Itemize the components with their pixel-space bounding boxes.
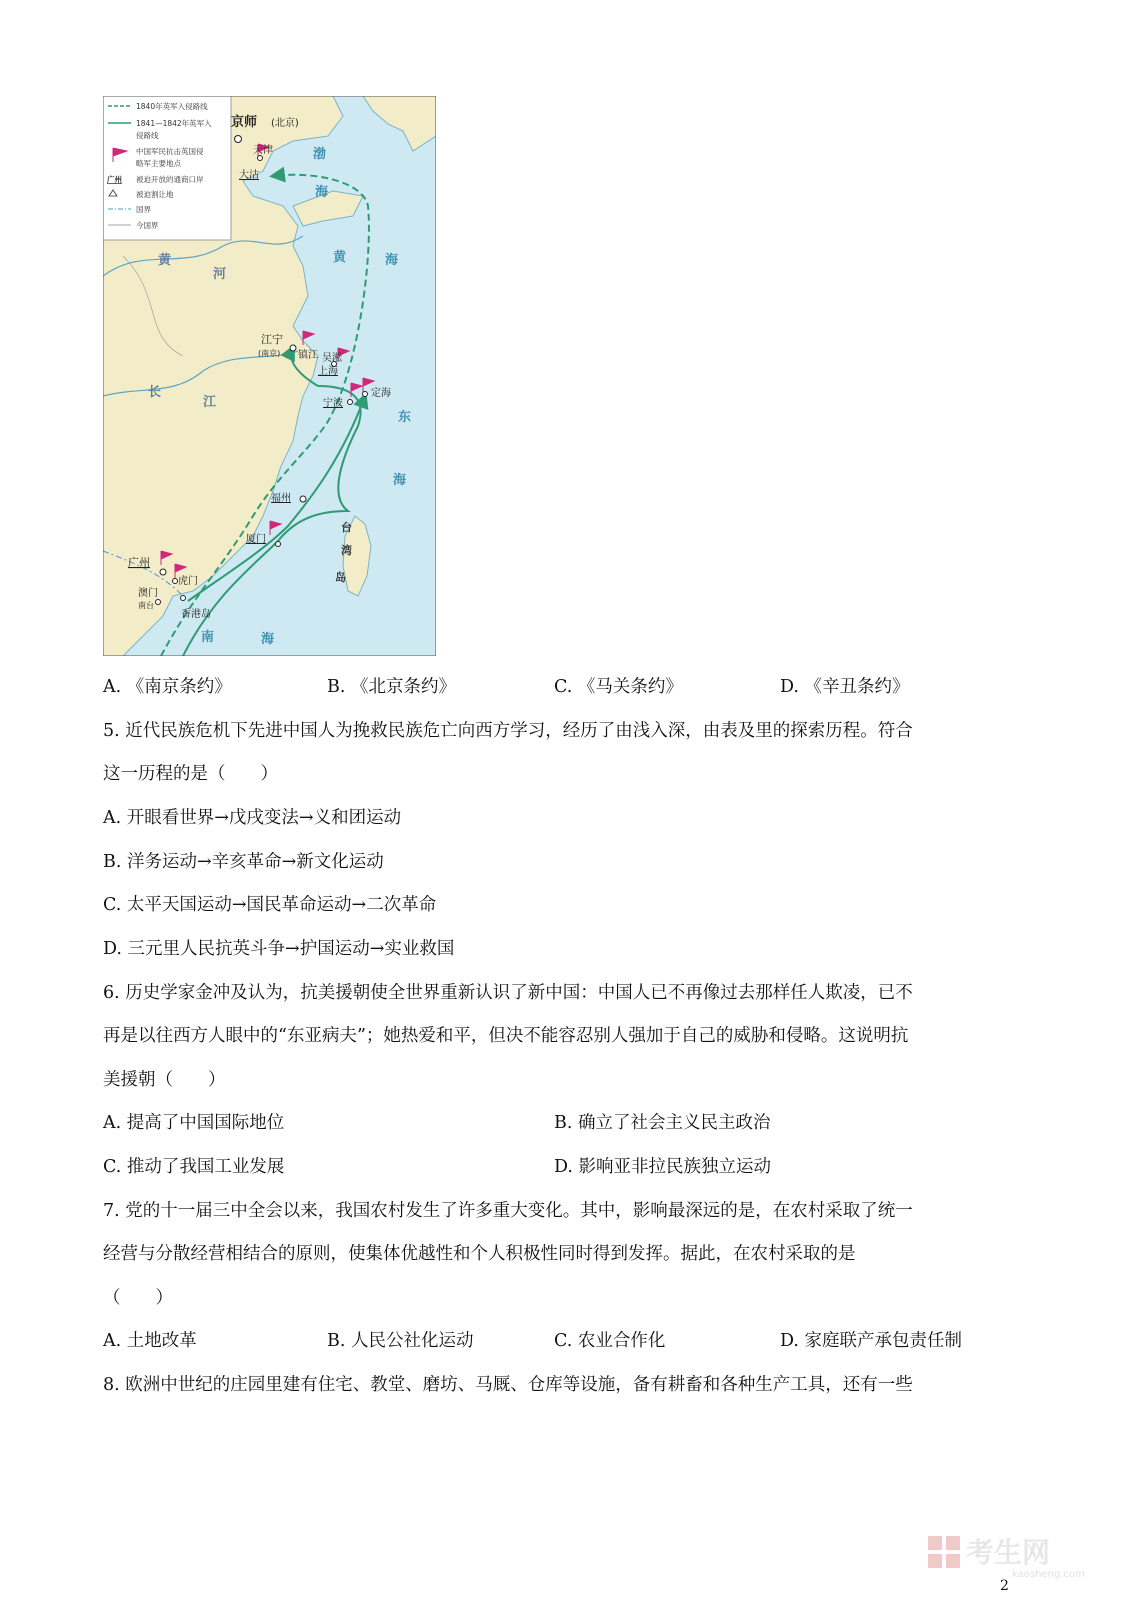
label-bohai-hai: 海 [315, 185, 329, 200]
city-macau: 澳门 [138, 588, 158, 599]
marker-macau [156, 600, 161, 605]
legend-resistance: 中国军民抗击英国侵 [136, 147, 204, 156]
label-donghai-hai: 海 [393, 473, 407, 488]
marker-xiamen [276, 542, 281, 547]
q6-option-a: A. 提高了中国国际地位 [103, 1113, 285, 1133]
q6-stem-line1: 6. 历史学家金冲及认为，抗美援朝使全世界重新认识了新中国：中国人已不再像过去那样任人欺凌，已不 [103, 983, 913, 1003]
marker-dinghai [363, 392, 368, 397]
q7-stem-line3: （ ） [103, 1288, 173, 1308]
legend-1841-route-cont: 侵路线 [136, 131, 159, 140]
q5-option-d: D. 三元里人民抗英斗争→护国运动→实业救国 [103, 939, 455, 959]
label-taiwan-dao: 岛 [335, 571, 346, 584]
city-dinghai: 定海 [371, 388, 391, 399]
legend-port-sample: 广州 [107, 175, 122, 184]
q6-option-b: B. 确立了社会主义民主政治 [554, 1113, 771, 1133]
city-macau-alt: 南台 [138, 601, 154, 610]
marker-jiangning [290, 345, 296, 351]
marker-ningbo [348, 400, 353, 405]
city-dagu: 大沽 [239, 170, 259, 181]
label-nanhai-hai: 海 [261, 632, 275, 647]
legend-treaty-ports: 被迫开放的通商口岸 [136, 175, 204, 184]
city-xiamen: 厦门 [246, 534, 266, 545]
marker-tianjin [258, 156, 263, 161]
city-guangzhou: 广州 [128, 556, 150, 569]
q6-stem-line2: 再是以往西方人眼中的“东亚病夫”；她热爱和平，但决不能容忍别人强加于自己的威胁和侵略。这说明抗 [103, 1026, 909, 1046]
city-jiangning: 江宁 [261, 333, 283, 346]
q7-option-b: B. 人民公社化运动 [327, 1331, 474, 1351]
city-jingshi: 京师 [231, 115, 258, 130]
q6-stem-line3: 美援朝（ ） [103, 1070, 226, 1090]
marker-humen [173, 579, 178, 584]
page-number: 2 [1000, 1578, 1009, 1594]
q7-stem-line2: 经营与分散经营相结合的原则，使集体优越性和个人积极性同时得到发挥。据此，在农村采取的是 [103, 1244, 856, 1264]
city-wusong: 吴淞 [322, 353, 342, 364]
q5-stem-line1: 5. 近代民族危机下先进中国人为挽救民族危亡向西方学习，经历了由浅入深，由表及里的探索历程。符合 [103, 721, 913, 741]
q7-option-c: C. 农业合作化 [554, 1331, 666, 1351]
map-legend [103, 96, 231, 240]
q7-stem-line1: 7. 党的十一届三中全会以来，我国农村发生了许多重大变化。其中，影响最深远的是，在农村采取了统一 [103, 1201, 913, 1221]
q4-option-a: A. 《南京条约》 [103, 677, 232, 697]
kaosheng-watermark [926, 1532, 1086, 1580]
city-nanjing: (南京) [258, 349, 281, 358]
q6-option-c: C. 推动了我国工业发展 [103, 1157, 285, 1177]
marker-hongkong [181, 596, 186, 601]
q5-option-b: B. 洋务运动→辛亥革命→新文化运动 [103, 852, 384, 872]
label-huanghai-huang: 黄 [333, 250, 347, 265]
city-zhenjiang: 镇江 [298, 350, 318, 361]
q4-option-b: B. 《北京条约》 [327, 677, 456, 697]
label-taiwan-wan: 湾 [341, 544, 352, 557]
watermark-text: 考生网 [966, 1536, 1051, 1569]
label-changjiang-jiang: 江 [203, 395, 217, 410]
city-beijing: (北京) [271, 118, 299, 129]
city-ningbo: 宁波 [323, 398, 343, 409]
q7-option-d: D. 家庭联产承包责任制 [780, 1331, 963, 1351]
legend-modern-border: 今国界 [136, 221, 159, 230]
label-taiwan-tai: 台 [341, 521, 352, 534]
legend-resistance-cont: 略军主要地点 [136, 159, 181, 168]
city-fuzhou: 福州 [271, 493, 291, 504]
q4-option-c: C. 《马关条约》 [554, 677, 683, 697]
legend-national-border: 国界 [136, 205, 151, 214]
marker-guangzhou [160, 569, 166, 575]
label-bo: 渤 [313, 147, 327, 162]
q7-option-a: A. 土地改革 [103, 1331, 197, 1351]
q5-option-a: A. 开眼看世界→戊戌变法→义和团运动 [103, 808, 402, 828]
q4-option-d: D. 《辛丑条约》 [780, 677, 910, 697]
kaosheng-logo-icon [928, 1536, 960, 1568]
label-huanghe-he: 河 [213, 267, 227, 282]
city-humen: 虎门 [178, 576, 198, 587]
marker-fuzhou [300, 496, 306, 502]
marker-jingshi [235, 136, 242, 143]
q5-stem-line2: 这一历程的是（ ） [103, 764, 278, 784]
label-donghai-dong: 东 [398, 410, 412, 425]
label-huanghe-huang: 黄 [158, 253, 172, 268]
q5-option-c: C. 太平天国运动→国民革命运动→二次革命 [103, 895, 437, 915]
q8-stem-line1: 8. 欧洲中世纪的庄园里建有住宅、教堂、磨坊、马厩、仓库等设施，备有耕畜和各种生产工具，还有一些 [103, 1375, 913, 1395]
city-shanghai: 上海 [318, 366, 338, 377]
legend-1840-route: 1840年英军入侵路线 [136, 102, 208, 111]
label-changjiang-chang: 长 [148, 385, 162, 400]
label-huanghai-hai: 海 [385, 253, 399, 268]
opium-war-map [103, 96, 436, 656]
watermark-url: kaosheng.com [1012, 1569, 1085, 1580]
city-hongkong: 香港岛 [181, 609, 211, 620]
legend-1841-route: 1841—1842年英军入 [136, 119, 212, 128]
label-nanhai-nan: 南 [201, 630, 215, 645]
q6-option-d: D. 影响亚非拉民族独立运动 [554, 1157, 772, 1177]
city-tianjin: 天津 [253, 145, 273, 156]
legend-ceded-land: 被迫割让地 [136, 190, 174, 199]
